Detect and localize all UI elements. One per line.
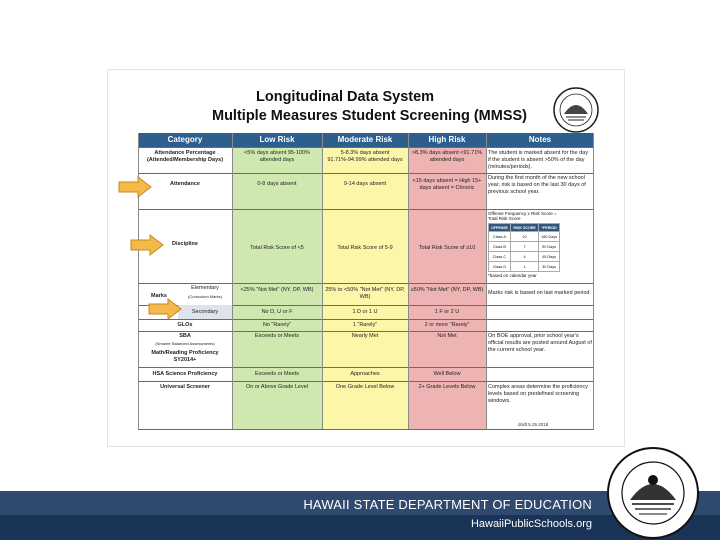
row-glos-low: No "Rarely" — [262, 322, 292, 328]
row-hsa-low: Exceeds or Meets — [254, 371, 300, 377]
table-cell: 90 Days — [539, 242, 560, 252]
discipline-risk-table — [488, 211, 564, 278]
row-marks-elem-high: ≥50% "Not Met" (NY, DP, WB) — [410, 287, 484, 293]
doc-draft-date: draft 5.25.2018 — [518, 422, 549, 427]
row-marks-sec-high: 1 F or 2 U — [434, 309, 460, 315]
header-high-risk: High Risk — [428, 135, 466, 144]
row-universal-category: Universal Screener — [160, 384, 210, 390]
footer-department: HAWAII STATE DEPARTMENT OF EDUCATION — [303, 497, 592, 512]
row-discipline-high: Total Risk Score of ≥10 — [418, 245, 476, 251]
table-cell: Class C — [489, 252, 511, 262]
row-discipline-moderate: Total Risk Score of 5-9 — [337, 245, 393, 251]
row-sba-moderate: Nearly Met — [351, 333, 379, 339]
mmss-document — [108, 70, 624, 446]
row-hsa-high: Well Below — [433, 371, 461, 377]
arrow-right-icon — [148, 298, 182, 320]
row-glos-category: GLOs — [177, 322, 193, 328]
table-cell: 30 Days — [539, 262, 560, 272]
row-attendance-notes: During the first month of the new school year, risk is based on the last 30 days of previous school year. — [488, 175, 586, 195]
row-glos-high: 2 or more "Rarely" — [424, 322, 470, 328]
row-attendance-pct-category: Attendance Percentage (Attended/Membership Days) — [146, 150, 224, 163]
row-attendance-pct-notes: The student is marked absent for the day if the student is absent >50% of the day (minutes/periods). — [488, 150, 588, 170]
row-marks-elem-subnote: (Curriculum Marks) — [188, 294, 222, 299]
row-universal-moderate: One Grade Level Below — [335, 384, 395, 390]
header-notes: Notes — [528, 135, 552, 144]
row-universal-low: On or Above Grade Level — [245, 384, 309, 390]
row-sba-category: SBA — [179, 333, 191, 339]
discipline-th-risk: RISK SCORE — [510, 224, 538, 232]
department-seal-icon — [606, 446, 700, 540]
row-sba-subnote: (Smarter Balanced Assessments) — [155, 341, 215, 346]
row-marks-sec-low: No D, U or F — [261, 309, 293, 315]
table-cell: Class B — [489, 242, 511, 252]
row-attendance-pct-moderate: 5-8.3% days absent 91.71%-94.99% attended days — [327, 150, 403, 163]
doc-title-line1: Longitudinal Data System — [256, 89, 435, 105]
row-marks-notes: Marks risk is based on last marked period. — [488, 290, 592, 296]
arrow-right-icon — [118, 176, 152, 198]
table-cell: 10 — [510, 232, 538, 242]
row-marks-elem-sub: Elementary — [191, 285, 219, 291]
row-attendance-high: <15 days absent = High 15+ days absent = Chronic — [412, 178, 482, 191]
table-row — [489, 262, 560, 272]
discipline-table-note: *based on calendar year — [488, 273, 537, 278]
row-sba-category2: Math/Reading Proficiency SY2014+ — [151, 350, 219, 363]
table-cell: 45 Days — [539, 252, 560, 262]
row-marks-category: Marks — [151, 293, 167, 299]
header-moderate-risk: Moderate Risk — [337, 135, 393, 144]
table-row — [489, 252, 560, 262]
discipline-th-period: *PERIOD — [539, 224, 560, 232]
department-seal-icon — [552, 86, 600, 134]
row-attendance-moderate: 9-14 days absent — [343, 181, 387, 187]
discipline-table-title: Offense Frequency x Risk Score = Total Risk Score — [488, 211, 557, 221]
risk-table — [138, 133, 594, 429]
row-hsa-category: HSA Science Proficiency — [152, 371, 218, 377]
row-marks-sec-moderate: 1 D or 1 U — [352, 309, 378, 315]
row-discipline-category: Discipline — [172, 241, 198, 247]
doc-title-line2: Multiple Measures Student Screening (MMSS) — [212, 108, 528, 124]
row-glos-moderate: 1 "Rarely" — [352, 322, 378, 328]
footer-website[interactable]: HawaiiPublicSchools.org — [470, 518, 592, 530]
row-marks-elem-low: <25% "Not Met" (NY, DP, WB) — [240, 287, 314, 293]
row-universal-high: 2+ Grade Levels Below — [418, 384, 476, 390]
discipline-th-offense: OFFENSE — [489, 224, 511, 232]
row-sba-high: Not Met — [437, 333, 457, 339]
table-cell: Class A — [489, 232, 511, 242]
row-discipline-low: Total Risk Score of <5 — [250, 245, 304, 251]
table-cell: 1 — [510, 262, 538, 272]
row-attendance-pct-low: <5% days absent 95-100% attended days — [244, 150, 310, 163]
row-sba-notes: On BOE approval, prior school year's official results are posted around August of the current school year. — [488, 333, 592, 353]
table-cell: 7 — [510, 242, 538, 252]
row-marks-sec-sub: Secondary — [191, 309, 219, 315]
table-cell: 4 — [510, 252, 538, 262]
row-sba-low: Exceeds or Meets — [254, 333, 300, 339]
arrow-right-icon — [130, 234, 164, 256]
row-attendance-pct-high: >8.3% days absent <91.71% attended days — [411, 150, 483, 163]
row-universal-notes: Complex areas determine the proficiency levels based on predefined screening windows. — [488, 384, 588, 404]
row-hsa-moderate: Approaches — [350, 371, 380, 377]
header-category: Category — [167, 135, 203, 144]
table-row — [489, 232, 560, 242]
table-row — [489, 242, 560, 252]
header-low-risk: Low Risk — [259, 135, 295, 144]
row-attendance-low: 0-8 days absent — [257, 181, 297, 187]
row-marks-elem-moderate: 25% to <50% "Not Met" (NY, DP, WB) — [325, 287, 405, 300]
row-attendance-category: Attendance — [170, 181, 200, 187]
table-cell: 180 Days — [539, 232, 560, 242]
table-cell: Class D — [489, 262, 511, 272]
